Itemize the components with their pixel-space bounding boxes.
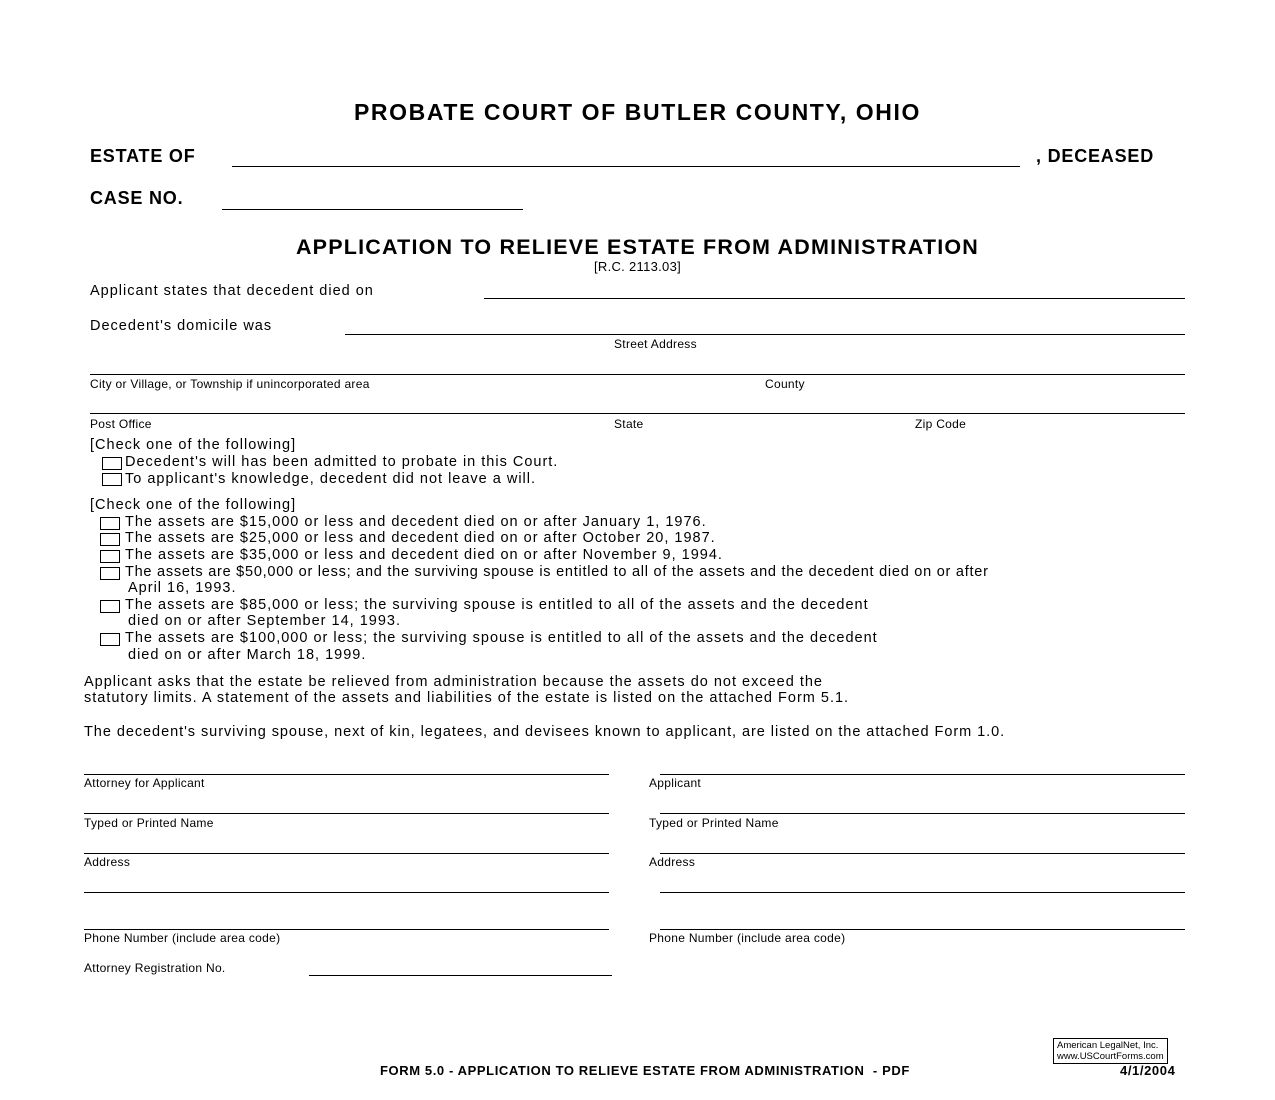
asset-option-label: The assets are $25,000 or less and decedent died on or after October 20, 1987.: [125, 530, 716, 546]
asset-option-label: The assets are $85,000 or less; the surviving spouse is entitled to all of the assets and the decedent: [125, 597, 869, 613]
applicant-signature-field[interactable]: [660, 774, 1185, 775]
form-title: APPLICATION TO RELIEVE ESTATE FROM ADMINISTRATION: [295, 235, 980, 259]
asset-option-continuation: died on or after March 18, 1999.: [128, 647, 367, 663]
publisher-name: American LegalNet, Inc.: [1057, 1040, 1159, 1051]
street-address-label: Street Address: [614, 337, 697, 351]
deceased-label: , DECEASED: [1036, 146, 1155, 166]
asset-option-label: The assets are $100,000 or less; the surviving spouse is entitled to all of the assets and the decedent: [125, 630, 878, 646]
applicant-name-label: Typed or Printed Name: [649, 816, 779, 830]
applicant-address-field-2[interactable]: [660, 892, 1185, 893]
asset-option-label: The assets are $35,000 or less and decedent died on or after November 9, 1994.: [125, 547, 723, 563]
asset-option-continuation: died on or after September 14, 1993.: [128, 613, 401, 629]
will-option-label: Decedent's will has been admitted to probate in this Court.: [125, 454, 559, 470]
post-office-label: Post Office: [90, 417, 152, 431]
applicant-address-label: Address: [649, 855, 696, 869]
died-on-label: Applicant states that decedent died on: [90, 283, 374, 299]
will-instruction: [Check one of the following]: [90, 437, 297, 453]
no-will-checkbox[interactable]: [102, 473, 122, 486]
court-title: PROBATE COURT OF BUTLER COUNTY, OHIO: [353, 99, 921, 125]
form-footer-label: FORM 5.0 - APPLICATION TO RELIEVE ESTATE FROM ADMINISTRATION - PDF: [380, 1063, 910, 1078]
form-date: 4/1/2004: [1120, 1063, 1176, 1078]
will-option-label: To applicant's knowledge, decedent did not leave a will.: [125, 471, 537, 487]
relief-statement-line1: Applicant asks that the estate be relieved from administration because the assets do not exceed the: [84, 674, 823, 690]
estate-name-field[interactable]: [232, 166, 1020, 167]
relief-statement-line2: statutory limits. A statement of the assets and liabilities of the estate is listed on the attached Form 5.1.: [84, 690, 850, 706]
attorney-name-label: Typed or Printed Name: [84, 816, 214, 830]
attorney-label: Attorney for Applicant: [84, 776, 205, 790]
attorney-address-field[interactable]: [84, 853, 609, 854]
asset-option-continuation: April 16, 1993.: [128, 580, 237, 596]
state-label: State: [614, 417, 644, 431]
asset-option-label: The assets are $50,000 or less; and the surviving spouse is entitled to all of the assets and the decedent died on or after: [125, 564, 989, 580]
attorney-address-label: Address: [84, 855, 131, 869]
street-address-field[interactable]: [345, 334, 1185, 335]
statute-reference: [R.C. 2113.03]: [593, 259, 682, 274]
city-label: City or Village, or Township if unincorporated area: [90, 377, 370, 391]
domicile-label: Decedent's domicile was: [90, 318, 273, 334]
asset-option-label: The assets are $15,000 or less and decedent died on or after January 1, 1976.: [125, 514, 707, 530]
attorney-address-field-2[interactable]: [84, 892, 609, 893]
next-of-kin-statement: The decedent's surviving spouse, next of kin, legatees, and devisees known to applicant, are listed on the attached Form 1.0.: [84, 724, 1006, 740]
applicant-name-field[interactable]: [660, 813, 1185, 814]
will-admitted-checkbox[interactable]: [102, 457, 122, 470]
publisher-box: [1053, 1038, 1168, 1064]
applicant-address-field[interactable]: [660, 853, 1185, 854]
attorney-name-field[interactable]: [84, 813, 609, 814]
applicant-label: Applicant: [649, 776, 702, 790]
city-county-field[interactable]: [90, 374, 1185, 375]
applicant-phone-label: Phone Number (include area code): [649, 931, 846, 945]
registration-field[interactable]: [309, 975, 612, 976]
post-office-state-zip-field[interactable]: [90, 413, 1185, 414]
estate-of-label: ESTATE OF: [90, 146, 196, 166]
assets-instruction: [Check one of the following]: [90, 497, 297, 513]
attorney-phone-field[interactable]: [84, 929, 609, 930]
date-of-death-field[interactable]: [484, 298, 1185, 299]
county-label: County: [765, 377, 805, 391]
case-no-field[interactable]: [222, 209, 523, 210]
assets-35000-checkbox[interactable]: [100, 550, 120, 563]
attorney-signature-field[interactable]: [84, 774, 609, 775]
publisher-url: www.USCourtForms.com: [1057, 1051, 1164, 1062]
assets-15000-checkbox[interactable]: [100, 517, 120, 530]
assets-100000-checkbox[interactable]: [100, 633, 120, 646]
attorney-phone-label: Phone Number (include area code): [84, 931, 281, 945]
assets-25000-checkbox[interactable]: [100, 533, 120, 546]
assets-85000-checkbox[interactable]: [100, 600, 120, 613]
applicant-phone-field[interactable]: [660, 929, 1185, 930]
assets-50000-checkbox[interactable]: [100, 567, 120, 580]
case-no-label: CASE NO.: [90, 188, 184, 208]
zip-label: Zip Code: [915, 417, 967, 431]
registration-label: Attorney Registration No.: [84, 961, 226, 975]
